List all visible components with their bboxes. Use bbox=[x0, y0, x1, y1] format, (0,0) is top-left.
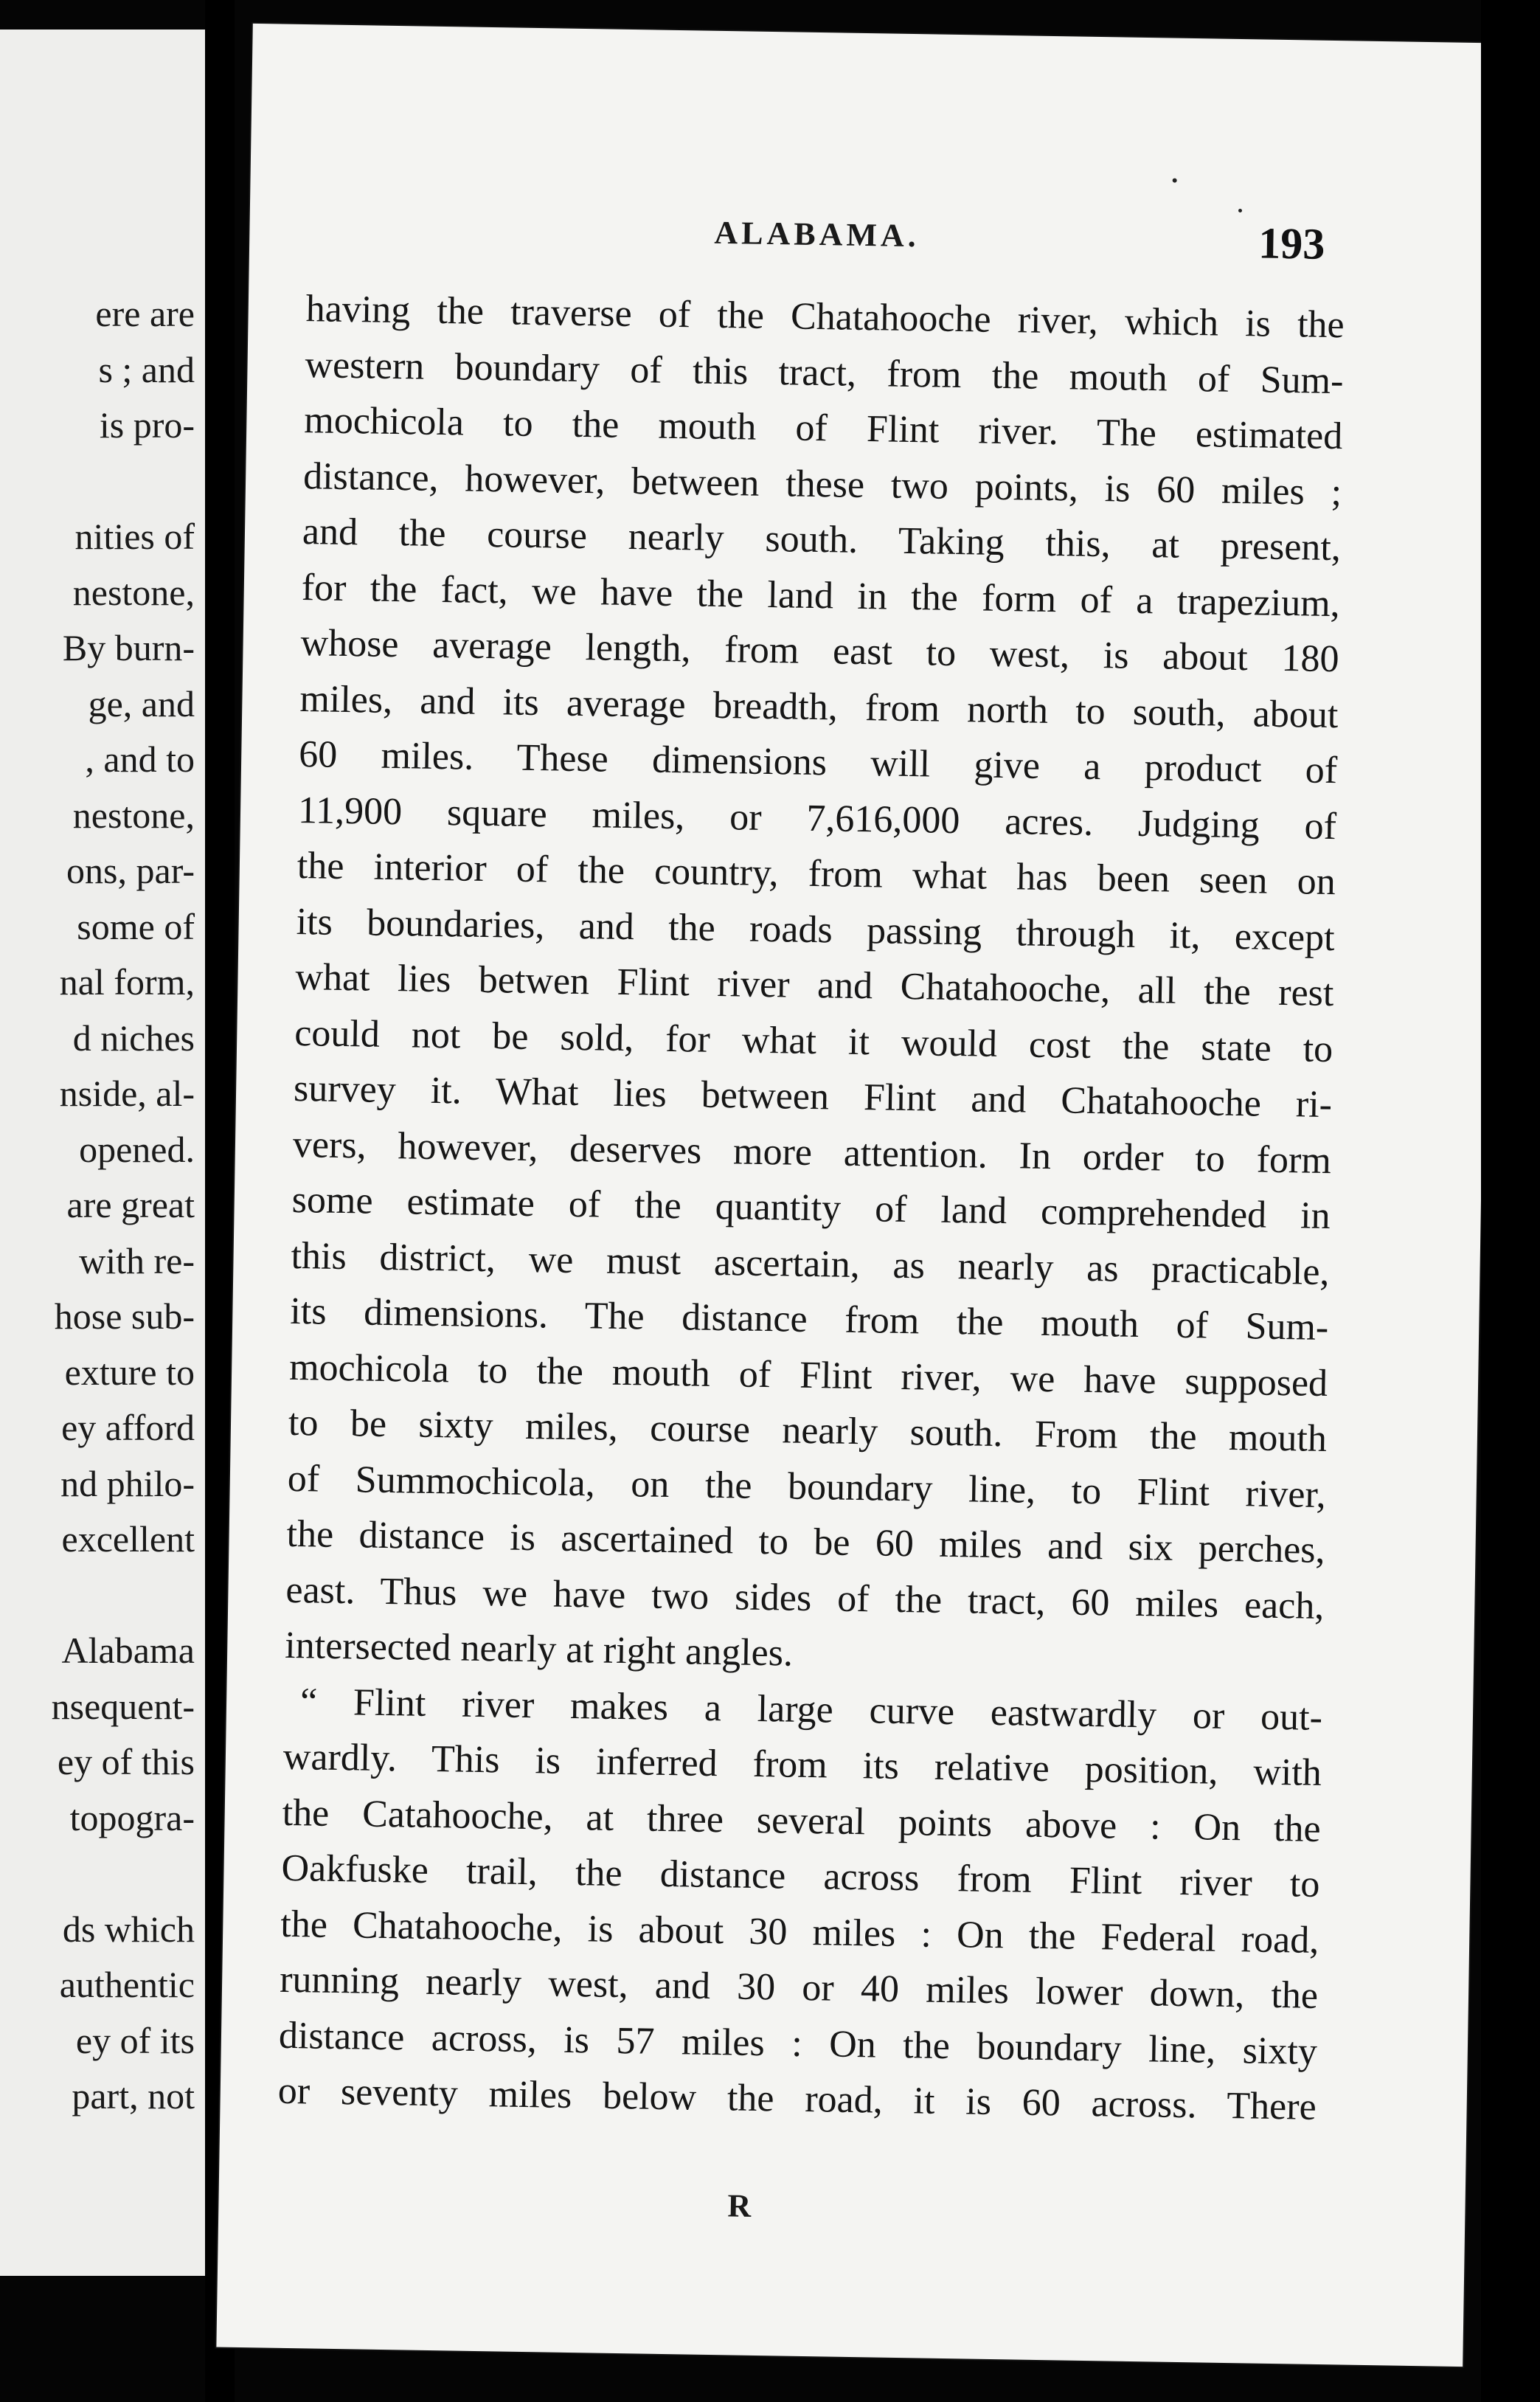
running-head: ALABAMA. bbox=[714, 214, 920, 255]
text-line: distance, however, between these two points, is 60 miles ; bbox=[302, 454, 1342, 513]
text-line: its boundaries, and the roads passing through it, except bbox=[296, 900, 1336, 959]
text-line: distance across, is 57 miles : On the boundary line, sixty bbox=[278, 2014, 1318, 2073]
book-page bbox=[216, 24, 1499, 2367]
body-text bbox=[277, 281, 1345, 2135]
facing-page-line: opened. bbox=[79, 1128, 195, 1170]
text-line: 11,900 square miles, or 7,616,000 acres. Judging of bbox=[297, 789, 1337, 848]
text-line: wardly. This is inferred from its relative position, with bbox=[282, 1735, 1322, 1794]
facing-page-line: nal form, bbox=[59, 961, 195, 1003]
text-line: mochicola to the mouth of Flint river, we have supposed bbox=[288, 1346, 1328, 1405]
facing-page-line: d niches bbox=[72, 1017, 195, 1059]
text-line: or seventy miles below the road, it is 60 across. There bbox=[277, 2069, 1317, 2128]
text-line: and the course nearly south. Taking this, at present, bbox=[302, 510, 1342, 570]
text-line: the distance is ascertained to be 60 miles and six perches, bbox=[286, 1512, 1325, 1572]
page-header bbox=[249, 207, 1496, 278]
scan-edge bbox=[1481, 0, 1540, 2402]
text-line: 60 miles. These dimensions will give a product of bbox=[298, 733, 1338, 792]
text-line: running nearly west, and 30 or 40 miles lower down, the bbox=[279, 1958, 1319, 2017]
text-line: of Summochicola, on the boundary line, to Flint river, bbox=[287, 1457, 1327, 1516]
facing-page-line: with re- bbox=[79, 1239, 195, 1281]
text-line: east. Thus we have two sides of the tract, 60 miles each, bbox=[285, 1568, 1325, 1627]
facing-page-line: nside, al- bbox=[59, 1073, 195, 1114]
text-line: whose average length, from east to west, is about 180 bbox=[300, 622, 1339, 681]
facing-page-line: ds which bbox=[62, 1908, 195, 1950]
facing-page-line: nestone, bbox=[72, 794, 195, 836]
facing-page-line: part, not bbox=[72, 2075, 195, 2117]
text-line: the interior of the country, from what has been seen on bbox=[296, 845, 1336, 904]
text-line: intersected nearly at right angles. bbox=[284, 1624, 794, 1675]
text-line: to be sixty miles, course nearly south. From the mouth bbox=[288, 1401, 1328, 1461]
facing-page-line: ge, and bbox=[88, 682, 195, 724]
text-line: Oakfuske trail, the distance across from Flint river to bbox=[281, 1847, 1320, 1906]
text-line: mochicola to the mouth of Flint river. The estimated bbox=[303, 399, 1343, 458]
text-line: the Chatahooche, is about 30 miles : On the Federal road, bbox=[280, 1903, 1319, 1962]
text-line: having the traverse of the Chatahooche river, which is the bbox=[305, 288, 1345, 347]
text-line: could not be sold, for what it would cost the state to bbox=[294, 1011, 1333, 1070]
facing-page-line: some of bbox=[77, 905, 195, 947]
facing-page-line: excellent bbox=[61, 1518, 195, 1560]
facing-page-line: ere are bbox=[95, 293, 195, 334]
facing-page-line: exture to bbox=[64, 1351, 195, 1393]
facing-page-line: ey of its bbox=[75, 2019, 195, 2061]
text-line: miles, and its average breadth, from north to south, about bbox=[299, 677, 1339, 736]
facing-page-line: Alabama bbox=[61, 1630, 195, 1671]
page-number: 193 bbox=[1258, 218, 1325, 269]
facing-page-line: hose sub- bbox=[54, 1295, 195, 1337]
facing-page-line: nsequent- bbox=[51, 1685, 195, 1727]
facing-page-line: By burn- bbox=[62, 627, 195, 668]
facing-page-line: , and to bbox=[85, 738, 195, 780]
facing-page-line: nities of bbox=[74, 516, 195, 557]
text-line: vers, however, deserves more attention. In order to form bbox=[292, 1123, 1332, 1182]
facing-page-line: ons, par- bbox=[66, 850, 195, 891]
facing-page-line: is pro- bbox=[99, 404, 195, 446]
text-line: “ Flint river makes a large curve eastwardly or out- bbox=[299, 1680, 1323, 1739]
ink-speck bbox=[1238, 209, 1242, 212]
facing-page-line: ey of this bbox=[57, 1741, 195, 1782]
facing-page-line: nestone, bbox=[72, 571, 195, 613]
ink-speck bbox=[1173, 179, 1177, 183]
text-line: this district, we must ascertain, as nearly as practicable, bbox=[291, 1234, 1330, 1293]
text-line: western boundary of this tract, from the mouth of Sum- bbox=[305, 343, 1344, 402]
text-line: what lies betwen Flint river and Chatahooche, all the rest bbox=[295, 955, 1334, 1015]
facing-page-line: are great bbox=[66, 1184, 195, 1225]
facing-page-line: s ; and bbox=[98, 348, 195, 390]
text-line: the Catahooche, at three several points above : On the bbox=[282, 1791, 1322, 1850]
text-line: some estimate of the quantity of land comprehended in bbox=[291, 1178, 1331, 1238]
facing-page-line: topogra- bbox=[69, 1796, 195, 1838]
text-line: for the fact, we have the land in the form of a trapezium, bbox=[301, 566, 1341, 625]
facing-page-line: nd philo- bbox=[60, 1462, 195, 1504]
signature-mark: R bbox=[727, 2187, 752, 2224]
facing-page-fragment bbox=[0, 30, 205, 2276]
facing-page-line: ey afford bbox=[61, 1407, 195, 1448]
text-line: its dimensions. The distance from the mouth of Sum- bbox=[289, 1290, 1329, 1349]
text-line: survey it. What lies between Flint and Chatahooche ri- bbox=[293, 1067, 1333, 1126]
facing-page-line: authentic bbox=[59, 1964, 195, 2005]
